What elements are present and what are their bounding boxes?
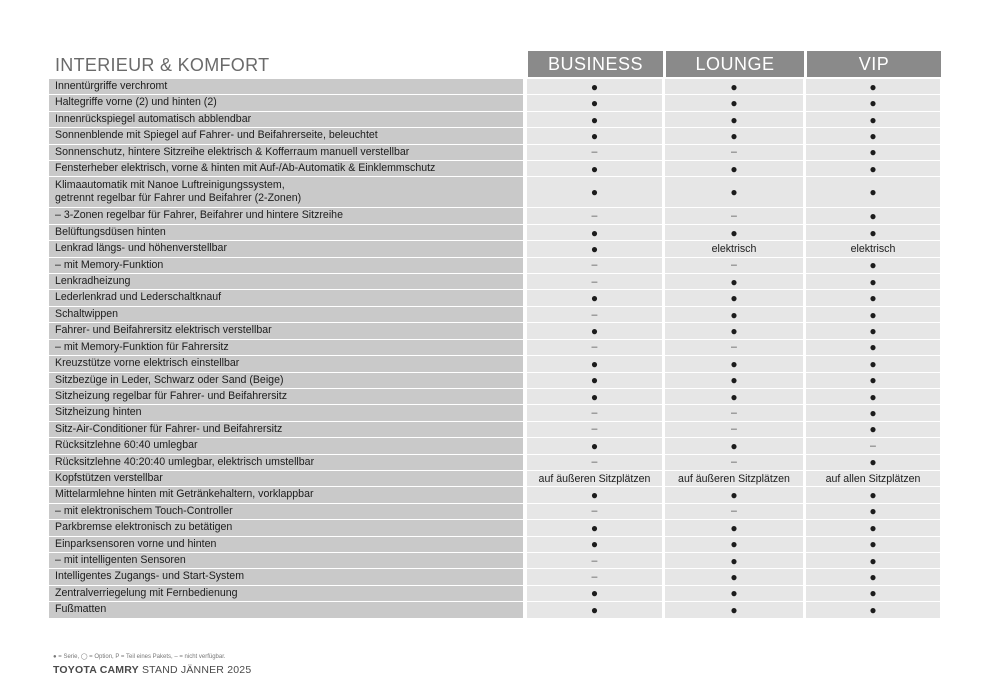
cell-lounge: –	[665, 504, 803, 519]
table-row	[49, 241, 941, 256]
cell-vip: ●	[806, 487, 940, 502]
cell-vip: ●	[806, 405, 940, 420]
cell-business: –	[527, 422, 662, 437]
cell-business: ●	[527, 290, 662, 305]
cell-lounge: ●	[665, 177, 803, 207]
table-header	[49, 51, 941, 77]
cell-vip: ●	[806, 389, 940, 404]
cell-vip: ●	[806, 455, 940, 470]
feature-label-text: – 3-Zonen regelbar für Fahrer, Beifahrer und hintere Sitzreihe	[55, 209, 343, 222]
feature-label-text: Sonnenblende mit Spiegel auf Fahrer- und Beifahrerseite, beleuchtet	[55, 129, 378, 142]
feature-label	[49, 389, 523, 404]
feature-label-text: Parkbremse elektronisch zu betätigen	[55, 521, 233, 534]
feature-label-text: Schaltwippen	[55, 307, 119, 320]
table-row	[49, 95, 941, 110]
cell-vip: ●	[806, 79, 940, 94]
cell-lounge: ●	[665, 553, 803, 568]
cell-lounge: ●	[665, 438, 803, 453]
cell-vip: auf allen Sitzplätzen	[806, 471, 940, 486]
feature-label	[49, 307, 523, 322]
cell-business: auf äußeren Sitzplätzen	[527, 471, 662, 486]
feature-label-text: Innentürgriffe verchromt	[55, 80, 168, 92]
cell-vip: ●	[806, 161, 940, 176]
cell-lounge: ●	[665, 356, 803, 371]
feature-label-text: Sitzbezüge in Leder, Schwarz oder Sand (Beige)	[55, 373, 284, 386]
cell-vip: ●	[806, 520, 940, 535]
cell-business: –	[527, 504, 662, 519]
cell-vip: ●	[806, 340, 940, 355]
table-row	[49, 471, 941, 486]
cell-vip: ●	[806, 290, 940, 305]
cell-vip: ●	[806, 586, 940, 601]
cell-lounge: –	[665, 422, 803, 437]
feature-label-text: Rücksitzlehne 40:20:40 umlegbar, elektrisch umstellbar	[55, 455, 315, 468]
feature-label	[49, 225, 523, 240]
cell-vip: ●	[806, 422, 940, 437]
feature-label	[49, 586, 523, 601]
cell-business: –	[527, 405, 662, 420]
cell-lounge: ●	[665, 520, 803, 535]
cell-business: ●	[527, 520, 662, 535]
feature-label	[49, 128, 523, 143]
cell-lounge: ●	[665, 95, 803, 110]
cell-lounge: –	[665, 405, 803, 420]
cell-vip: ●	[806, 95, 940, 110]
table-row	[49, 553, 941, 568]
cell-business: ●	[527, 602, 662, 617]
cell-lounge: ●	[665, 569, 803, 584]
table-row	[49, 455, 941, 470]
cell-lounge: –	[665, 258, 803, 273]
table-row	[49, 112, 941, 127]
cell-business: –	[527, 274, 662, 289]
feature-label-text: – mit Memory-Funktion	[55, 258, 164, 271]
column-header-vip: VIP	[807, 51, 941, 77]
table-row	[49, 602, 941, 617]
feature-label-text: Kreuzstütze vorne elektrisch einstellbar	[55, 357, 240, 370]
cell-lounge: ●	[665, 79, 803, 94]
cell-vip: elektrisch	[806, 241, 940, 256]
feature-label	[49, 520, 523, 535]
feature-label	[49, 356, 523, 371]
cell-vip: ●	[806, 553, 940, 568]
feature-label	[49, 145, 523, 160]
cell-lounge: ●	[665, 586, 803, 601]
cell-business: –	[527, 569, 662, 584]
footer	[53, 664, 251, 676]
footer-brand: TOYOTA CAMRY	[53, 664, 139, 676]
cell-lounge: ●	[665, 487, 803, 502]
cell-business: ●	[527, 389, 662, 404]
table-row	[49, 504, 941, 519]
cell-business: ●	[527, 373, 662, 388]
feature-label	[49, 438, 523, 453]
feature-table	[49, 79, 941, 619]
table-row	[49, 487, 941, 502]
table-row	[49, 307, 941, 322]
feature-label-text: Einparksensoren vorne und hinten	[55, 537, 217, 550]
cell-lounge: ●	[665, 290, 803, 305]
table-row	[49, 79, 941, 94]
cell-vip: ●	[806, 177, 940, 207]
cell-business: ●	[527, 225, 662, 240]
table-row	[49, 569, 941, 584]
table-row	[49, 586, 941, 601]
cell-lounge: ●	[665, 112, 803, 127]
feature-label	[49, 455, 523, 470]
feature-label	[49, 258, 523, 273]
feature-label-text: Intelligentes Zugangs- und Start-System	[55, 570, 245, 583]
table-row	[49, 145, 941, 160]
feature-label	[49, 487, 523, 502]
feature-label-text: Lederlenkrad und Lederschaltknauf	[55, 291, 222, 304]
feature-label	[49, 177, 523, 207]
table-row	[49, 389, 941, 404]
feature-label	[49, 537, 523, 552]
cell-business: ●	[527, 177, 662, 207]
cell-lounge: ●	[665, 537, 803, 552]
cell-lounge: –	[665, 145, 803, 160]
cell-vip: ●	[806, 356, 940, 371]
table-row	[49, 274, 941, 289]
cell-business: ●	[527, 537, 662, 552]
feature-label-text: Rücksitzlehne 60:40 umlegbar	[55, 439, 198, 452]
cell-lounge: ●	[665, 274, 803, 289]
table-row	[49, 177, 941, 207]
table-row	[49, 373, 941, 388]
feature-label-text: Sonnenschutz, hintere Sitzreihe elektrisch & Kofferraum manuell verstellbar	[55, 145, 410, 158]
feature-label-text: Belüftungsdüsen hinten	[55, 225, 166, 238]
cell-lounge: ●	[665, 307, 803, 322]
cell-vip: ●	[806, 145, 940, 160]
feature-label	[49, 602, 523, 617]
cell-business: ●	[527, 112, 662, 127]
table-row	[49, 340, 941, 355]
cell-vip: ●	[806, 307, 940, 322]
cell-vip: ●	[806, 537, 940, 552]
cell-vip: ●	[806, 208, 940, 223]
feature-label	[49, 373, 523, 388]
table-row	[49, 520, 941, 535]
table-row	[49, 225, 941, 240]
feature-label-text: – mit Memory-Funktion für Fahrersitz	[55, 340, 229, 353]
table-row	[49, 405, 941, 420]
feature-label	[49, 471, 523, 486]
feature-label-text: Klimaautomatik mit Nanoe Luftreinigungssystem, getrennt regelbar für Fahrer und Beifahrer (2-Zonen)	[55, 179, 302, 205]
table-row	[49, 258, 941, 273]
table-row	[49, 438, 941, 453]
feature-label-text: Fensterheber elektrisch, vorne & hinten mit Auf-/Ab-Automatik & Einklemmschutz	[55, 162, 436, 175]
feature-label-text: – mit intelligenten Sensoren	[55, 553, 186, 566]
cell-lounge: auf äußeren Sitzplätzen	[665, 471, 803, 486]
feature-label-text: Sitz-Air-Conditioner für Fahrer- und Beifahrersitz	[55, 422, 283, 435]
feature-label-text: Zentralverriegelung mit Fernbedienung	[55, 586, 238, 599]
feature-label-text: Sitzheizung hinten	[55, 406, 142, 419]
cell-business: –	[527, 455, 662, 470]
feature-label	[49, 208, 523, 223]
feature-label	[49, 112, 523, 127]
feature-label-text: Sitzheizung regelbar für Fahrer- und Beifahrersitz	[55, 389, 287, 402]
feature-label	[49, 553, 523, 568]
cell-business: –	[527, 307, 662, 322]
cell-business: –	[527, 208, 662, 223]
table-row	[49, 161, 941, 176]
feature-label-text: Fahrer- und Beifahrersitz elektrisch verstellbar	[55, 324, 272, 337]
cell-lounge: ●	[665, 128, 803, 143]
feature-label	[49, 241, 523, 256]
cell-lounge: –	[665, 340, 803, 355]
cell-business: ●	[527, 241, 662, 256]
cell-vip: ●	[806, 225, 940, 240]
feature-label	[49, 79, 523, 94]
cell-lounge: ●	[665, 389, 803, 404]
feature-label	[49, 323, 523, 338]
feature-label	[49, 274, 523, 289]
cell-business: ●	[527, 95, 662, 110]
table-row	[49, 128, 941, 143]
column-header-business: BUSINESS	[528, 51, 663, 77]
cell-lounge: ●	[665, 323, 803, 338]
cell-business: ●	[527, 79, 662, 94]
cell-lounge: –	[665, 208, 803, 223]
cell-business: –	[527, 258, 662, 273]
cell-business: ●	[527, 438, 662, 453]
feature-label-text: Lenkradheizung	[55, 275, 131, 288]
table-row	[49, 537, 941, 552]
feature-label-text: Mittelarmlehne hinten mit Getränkehaltern, vorklappbar	[55, 488, 314, 501]
feature-label	[49, 290, 523, 305]
table-row	[49, 422, 941, 437]
cell-business: ●	[527, 323, 662, 338]
cell-lounge: ●	[665, 225, 803, 240]
cell-vip: ●	[806, 112, 940, 127]
feature-label	[49, 95, 523, 110]
feature-label-text: Kopfstützen verstellbar	[55, 471, 163, 484]
cell-business: ●	[527, 128, 662, 143]
cell-lounge: ●	[665, 602, 803, 617]
feature-label	[49, 340, 523, 355]
cell-business: –	[527, 340, 662, 355]
section-title: INTERIEUR & KOMFORT	[55, 55, 270, 75]
cell-business: ●	[527, 586, 662, 601]
feature-label-text: Fußmatten	[55, 603, 107, 616]
cell-vip: ●	[806, 569, 940, 584]
feature-label	[49, 569, 523, 584]
table-row	[49, 323, 941, 338]
feature-label	[49, 161, 523, 176]
cell-vip: ●	[806, 602, 940, 617]
cell-vip: ●	[806, 258, 940, 273]
cell-business: ●	[527, 161, 662, 176]
cell-lounge: ●	[665, 373, 803, 388]
cell-lounge: ●	[665, 161, 803, 176]
feature-label-text: Haltegriffe vorne (2) und hinten (2)	[55, 96, 217, 109]
cell-lounge: –	[665, 455, 803, 470]
cell-lounge: elektrisch	[665, 241, 803, 256]
table-row	[49, 356, 941, 371]
cell-vip: ●	[806, 274, 940, 289]
cell-business: ●	[527, 487, 662, 502]
cell-vip: ●	[806, 373, 940, 388]
table-row	[49, 290, 941, 305]
cell-business: –	[527, 553, 662, 568]
cell-business: ●	[527, 356, 662, 371]
cell-vip: ●	[806, 323, 940, 338]
cell-vip: ●	[806, 504, 940, 519]
feature-label	[49, 405, 523, 420]
feature-label	[49, 422, 523, 437]
feature-label-text: – mit elektronischem Touch-Controller	[55, 504, 233, 517]
cell-business: –	[527, 145, 662, 160]
feature-label-text: Innenrückspiegel automatisch abblendbar	[55, 112, 252, 125]
legend: ● = Serie, ◯ = Option, P = Teil eines Pakets, – = nicht verfügbar.	[53, 654, 226, 660]
cell-vip: ●	[806, 128, 940, 143]
table-row	[49, 208, 941, 223]
feature-label-text: Lenkrad längs- und höhenverstellbar	[55, 242, 227, 255]
cell-vip: –	[806, 438, 940, 453]
footer-stand: STAND JÄNNER 2025	[141, 664, 252, 676]
column-header-lounge: LOUNGE	[666, 51, 804, 77]
feature-label	[49, 504, 523, 519]
